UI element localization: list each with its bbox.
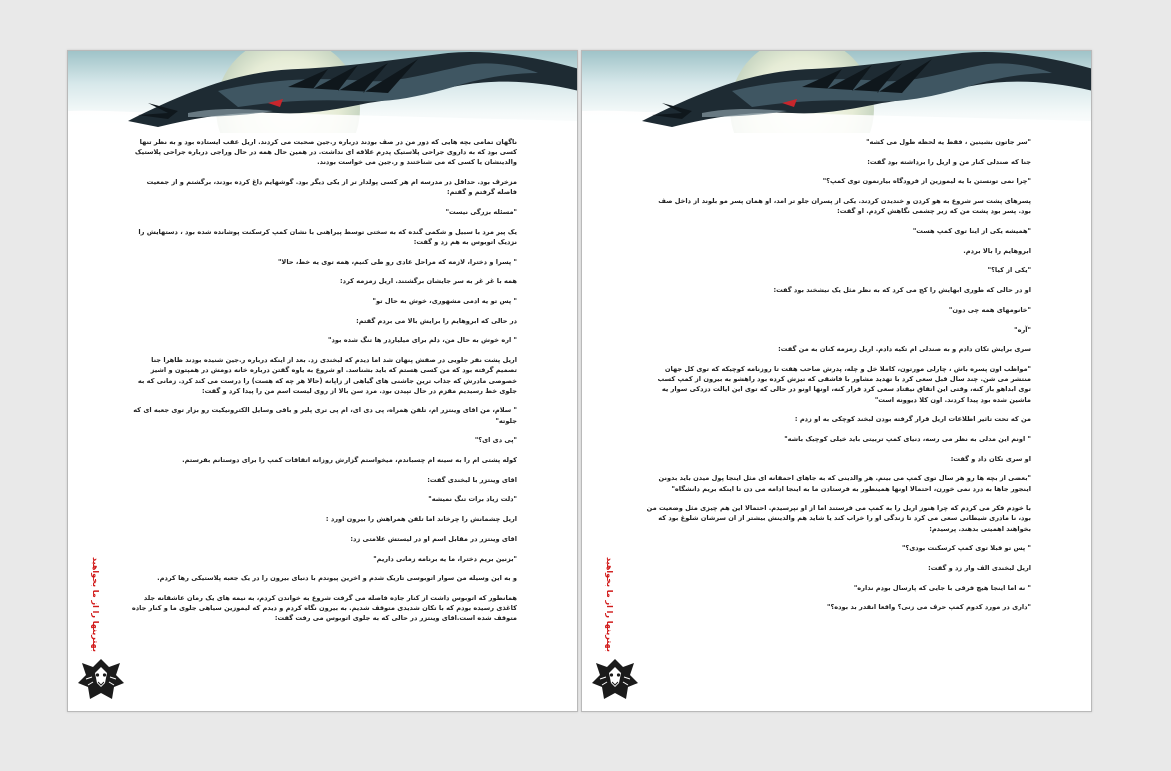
paragraph: " پس تو یه ادمی مشهوری، خوش به حال تو" <box>372 297 517 306</box>
paragraph: "آره" <box>1014 325 1031 334</box>
paragraph: او سری تکان داد و گفت: <box>950 454 1031 463</box>
paragraph: ابروهایم را بالا بردم. <box>963 246 1031 255</box>
paragraph: اقای وینتزر در مقابل اسم او در لیستش علامتی زد: <box>350 534 517 543</box>
paragraph: "خانومهای همه چی دون" <box>948 305 1031 314</box>
paragraph: من که تحت تاثیر اطلاعات اریل قرار گرفته بودن لبخند کوچکی به او زدم : <box>794 415 1031 424</box>
wolf-medallion-icon <box>76 657 126 701</box>
paragraph: ناگهان تمامی بچه هایی که دور من در صف بودند درباره ر.جین صحبت می کردند. اریل عقب ایستاده بود و به نظر تنها کسی بود که به داروی جراحی پلاستیک پدرم علاقه ای نداشت. در همین حال همه در حال وراجی درباره جراحی پلاستیک والدینشان یا کسی که می شناختند و ر.جین می خواست بودند. <box>134 138 517 167</box>
paragraph: یک پیر مرد با سبیل و شکمی گنده که به سختی توسط پیراهنی با نشان کمپ کرسکنت پوشانده شده بود ، دستهایش را نزدیک اتوبوس به هم زد و گفت: <box>138 227 517 246</box>
paragraph: در حالی که ابروهایم را برایش بالا می بردم گفتم: <box>356 316 517 325</box>
dragon-banner-image <box>582 51 1091 133</box>
paragraph: "بعضی از بچه ها رو هر سال توی کمپ می بینم. هر والدینی که به جاهای احمقانه ای مثل اینجا پول میدن باید بدونن اینجور جاها به درد نمی خورن، احتمالا اونها همینطور به فرستادن ما به اینجا ادامه می دن تا اینکه بریم دانشگاه" <box>658 474 1031 493</box>
paragraph: " پسرا و دخترا، لازمه که مراحل عادی رو طی کنیم، همه توی یه خط، حالا" <box>278 257 517 266</box>
wolf-medallion-icon <box>590 657 640 701</box>
paragraph: " اره خوش به حال من، دلم برای میلیاردر ها تنگ شده بود" <box>328 336 517 345</box>
document-page-right <box>581 50 1092 712</box>
paragraph: "چرا نمی تونستن با یه لیموزین از فرودگاه بیارنمون توی کمپ؟" <box>822 177 1031 186</box>
page-body-text <box>130 137 517 703</box>
paragraph: او در حالی که طوری ابهایش را کج می کرد که به نظر مثل یک نیشخند بود گفت: <box>773 286 1031 295</box>
dragon-banner-image <box>68 51 577 133</box>
paragraph: با خودم فکر می کردم که چرا هنوز اریل را به کمپ می فرستند اما از او نپرسیدم. احتمالا این هم چیزی مثل وضعیت من بود، نا مادری شیطانی سعی می کرد تا زندگی او را خراب کند یا شاید هم والدینش بیشتر از ان سرشان شلوغ بود که بخواهند اهمیتی بدهند. پرسیدم: <box>646 504 1031 533</box>
paragraph: همانطور که اتوبوس داشت از کنار جاده فاصله می گرفت شروع به خواندن کردم، به نیمه های یک رمان عاشقانه جلد کاغذی رسیده بودم که با تکان شدیدی متوقف شدیم. به بیرون نگاه کردم و دیدم که لیموزین سیاهی جلوی ما و کنار جاده متوقف شده است.اقای وینتزر در حالی که به جلوی اتوبوس می رفت گفت: <box>131 593 517 623</box>
paragraph: "سر جاتون بشینین ، فقط یه لحظه طول می کشه" <box>866 138 1031 146</box>
paragraph: "مسئله بزرگی نیست" <box>445 208 517 217</box>
paragraph: اریل لبخندی الف وار زد و گفت: <box>928 564 1031 573</box>
paragraph: "مواظب اون پسره باش ، چارلی مورتون، کاملا خل و چله، پدرش صاحب هفت تا روزنامه کوچیکه که توی کل جهان منتشر می شن. چند سال قبل سعی کرد با تهدید مشاور با فاشقی که تیزش کرده بود راهشو به بیرون از کمپ کسب توی ابداهو باز کنه، وقتی این اتفاق نیفتاد سعی کرد فرار کنه، اونها اونو در حالی که توی این ایالت دزدکی سوار یه ماشین شده بود پیدا کردند. اون کلا دیوونه است" <box>657 364 1031 404</box>
paragraph: اریل پشت نفر جلویی در صفش پنهان شد اما دیدم که لبخندی زد. بعد از اینکه درباره ر.جین شنیده بودند ظاهرا جنا تصمیم گرفته بود که من کسی هستم که باید بشناسد. او شروع به یاوه گفتن درباره خانه دومش در همپتون و اشیز خصوصی مادرش که جذاب ترین جاشنی های گیاهی از زاپانه (حالا هر چه که هست) را درست می کند کرد. زمانی که به جلوی خط رسیدیم مقزم در حال تپیدن بود. مرد سن بالا از روی لیست اسم من را پیدا کرد و گفت: <box>137 356 517 395</box>
paragraph: " اونم این مدلی به نظر می رسه، دنیای کمپ تربیتی باید خیلی کوچیک باشه" <box>784 434 1031 443</box>
paragraph: همه با غر غر به سر جایشان برگشتند. اریل زمزمه کرد: <box>340 277 517 286</box>
paragraph: اقای وینتزر با لبخندی گفت: <box>427 475 517 484</box>
paragraph: کوله پشتی ام را به سینه ام چسباندم، میخواستم گزارش روزانه اتفاقات کمپ را برای دوستانم بفرستم. <box>182 456 517 465</box>
paragraph: " پس تو قبلا توی کمپ کرسکنت بودی؟" <box>901 544 1031 553</box>
page-body-text <box>644 137 1031 703</box>
paragraph: "داری در مورد کدوم کمپ حرف می زنی؟ واقعا انقدر بد بوده؟" <box>827 603 1031 612</box>
side-slogan-label: بهترینها را از ما بخواهید <box>605 556 614 652</box>
document-page-left <box>67 50 578 712</box>
paragraph: "همیشه یکی از اینا توی کمپ هست" <box>912 227 1031 236</box>
paragraph: "بزنین بریم دخترا، ما یه برنامه زمانی داریم" <box>373 554 517 563</box>
paragraph: " سلام، من اقای وینتزر ام، تلفن همراه، پی دی ای، ام پی تری پلیر و باقی وسایل الکترونیکیت رو بزار توی جعبه ای که جلوته" <box>133 406 517 425</box>
paragraph: "پی دی ای؟" <box>474 436 517 445</box>
paragraph: "دلت زیاد برات تنگ نمیشه" <box>428 495 517 504</box>
paragraph: پسرهای پشت سر شروع به هو کردن و خندیدن کردند. یکی از پسران جلو تر امد، او همان پسر مو بلوند از داخل صف بود. پسر بود پشت من که زیر چشمی نگاهش کردم. او گفت: <box>658 197 1031 216</box>
paragraph: جنا که صندلی کنار من و اریل را برداشته بود گفت: <box>867 157 1031 166</box>
paragraph: اریل چشمانش را چرخاند اما تلفن همراهش را بیرون اورد : <box>325 515 517 524</box>
paragraph: "یکی از کیا؟" <box>987 266 1031 275</box>
side-slogan-label: بهترینها را از ما بخواهید <box>91 556 100 652</box>
paragraph: " نه اما اینجا هیچ فرقی با جایی که پارسال بودم نداره" <box>853 583 1031 592</box>
paragraph: و به این وسیله من سوار اتوبوسی تاریک شدم و اخرین پیوندم با دنیای بیرون را در یک جعبه پلاستیکی رها کردم. <box>157 574 517 583</box>
paragraph: مزخرف بود. حداقل در مدرسه ام هر کسی پولدار تر از یکی دیگر بود. گوشهایم داغ کرده بودند، برگشتم و از جمعیت فاصله گرفتم و گفتم: <box>146 178 517 197</box>
paragraph: سری برایش تکان دادم و به صندلی ام تکیه دادم. اریل زمزمه کنان به من گفت: <box>778 345 1031 354</box>
